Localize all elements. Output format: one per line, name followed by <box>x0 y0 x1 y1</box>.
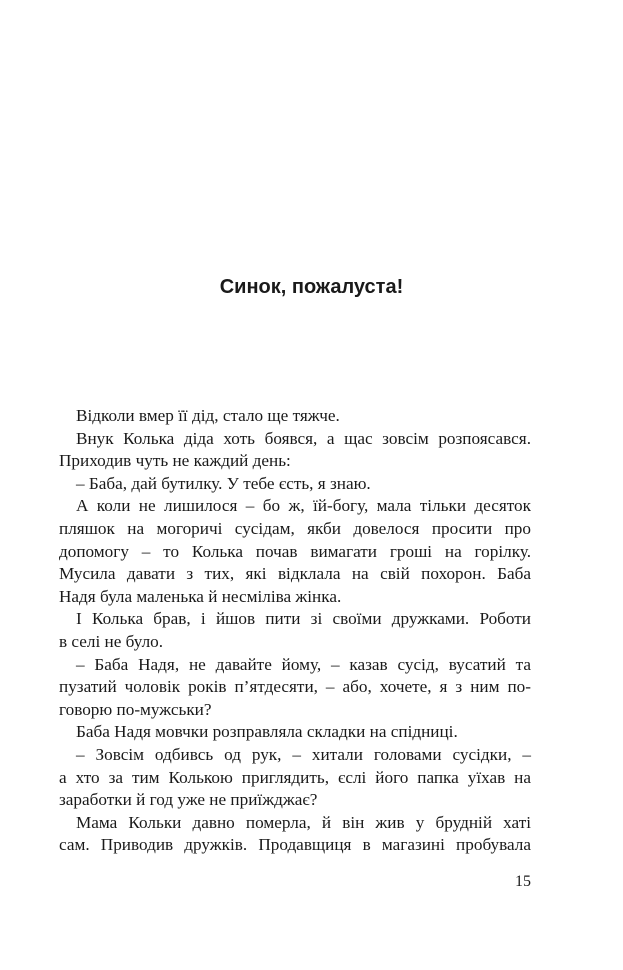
text-line: пузатий чоловік років п’ятдесяти, – або, хочете, я з ним по- <box>59 677 531 697</box>
text-line: – Баба Надя, не давайте йому, – казав сусід, вусатий та <box>76 654 531 674</box>
text-line: – Баба, дай бутилку. У тебе єсть, я знаю. <box>76 473 371 493</box>
text-line: І Колька брав, і йшов пити зі своїми дружками. Роботи <box>76 609 531 629</box>
text-line: Мама Кольки давно померла, й він жив у брудній хаті <box>76 812 531 832</box>
text-line: а хто за тим Колькою приглядить, єслі його папка уїхав на <box>59 767 531 787</box>
text-line: Мусила давати з тих, які відклала на свій похорон. Баба <box>59 564 531 584</box>
page-number: 15 <box>515 873 531 890</box>
text-line: пляшок на могоричі сусідам, якби довелося просити про <box>59 518 531 538</box>
text-line: Приходив чуть не каждий день: <box>59 451 291 471</box>
text-line: допомогу – то Колька почав вимагати гроші на горілку. <box>59 541 531 561</box>
text-line: Надя була маленька й несміліва жінка. <box>59 586 342 606</box>
text-line: сам. Приводив дружків. Продавщиця в магазині пробувала <box>59 835 531 855</box>
text-line: Відколи вмер її дід, стало ще тяжче. <box>76 406 340 425</box>
text-line: А коли не лишилося – бо ж, їй-богу, мала тільки десяток <box>76 496 531 516</box>
text-line: говорю по-мужськи? <box>59 699 212 719</box>
text-line: – Зовсім одбивсь од рук, – хитали головами сусідки, – <box>76 744 531 764</box>
chapter-title: Синок, пожалуста! <box>219 276 404 298</box>
text-line: в селі не було. <box>59 631 164 651</box>
text-line: Баба Надя мовчки розправляла складки на спідниці. <box>76 722 458 742</box>
text-line: заработки й год уже не приїжджає? <box>59 790 318 810</box>
body-text <box>59 405 531 857</box>
text-line: Внук Колька діда хоть боявся, а щас зовсім розпоясався. <box>76 428 531 448</box>
